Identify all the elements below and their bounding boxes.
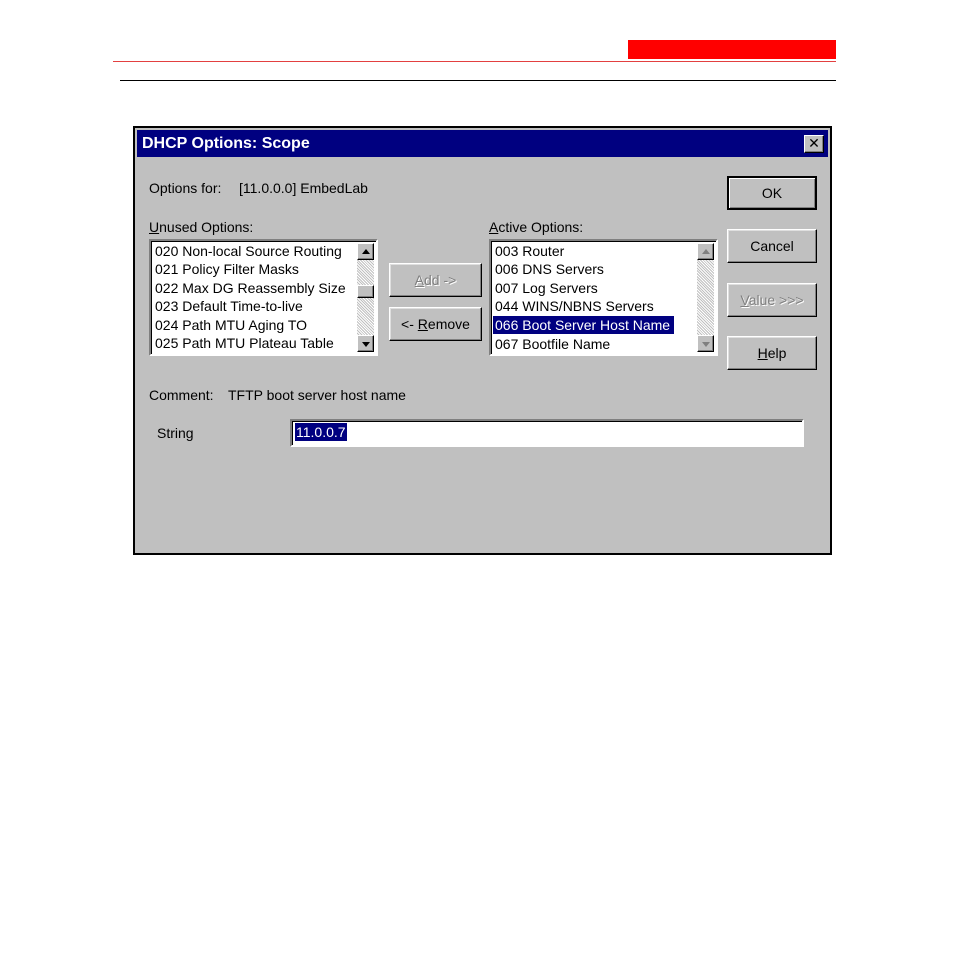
arrow-down-icon	[362, 342, 370, 347]
unused-option-item[interactable]: 023 Default Time-to-live	[155, 298, 303, 315]
close-icon: ✕	[808, 136, 820, 152]
active-scroll-up-button[interactable]	[697, 243, 714, 260]
unused-option-item[interactable]: 020 Non-local Source Routing	[155, 243, 342, 259]
active-options-label: Active Options:	[489, 219, 584, 235]
cancel-button[interactable]: Cancel	[727, 229, 817, 263]
active-option-item[interactable]: 007 Log Servers	[495, 279, 598, 296]
unused-options-list[interactable]	[149, 239, 378, 356]
active-option-item[interactable]: 044 WINS/NBNS Servers	[495, 298, 654, 315]
string-input-value: 11.0.0.7	[296, 424, 346, 440]
unused-option-item[interactable]: 024 Path MTU Aging TO	[155, 316, 308, 333]
comment-label: Comment:	[149, 387, 214, 403]
arrow-up-icon	[702, 249, 710, 254]
close-button[interactable]	[804, 135, 824, 153]
unused-scroll-down-button[interactable]	[357, 335, 374, 352]
header-red-rule	[113, 61, 836, 62]
active-scroll-down-button[interactable]	[697, 335, 714, 352]
ok-button[interactable]: OK	[727, 176, 817, 210]
string-label: String	[157, 425, 194, 441]
options-for-label: Options for:	[149, 180, 222, 196]
comment-value: TFTP boot server host name	[228, 387, 406, 403]
unused-options-label: Unused Options:	[149, 219, 254, 235]
header-red-bar	[628, 40, 836, 59]
unused-option-item[interactable]: 025 Path MTU Plateau Table	[155, 334, 334, 351]
header-black-rule	[120, 80, 836, 81]
dialog-title: DHCP Options: Scope	[142, 135, 310, 152]
active-option-item-selected[interactable]: 066 Boot Server Host Name	[493, 316, 674, 334]
string-input[interactable]	[290, 419, 804, 447]
active-option-item[interactable]: 006 DNS Servers	[495, 261, 604, 278]
unused-option-item[interactable]: 022 Max DG Reassembly Size	[155, 279, 346, 296]
arrow-down-icon	[702, 342, 710, 347]
unused-option-item[interactable]: 021 Policy Filter Masks	[155, 261, 299, 278]
arrow-up-icon	[362, 249, 370, 254]
active-options-list[interactable]	[489, 239, 718, 356]
options-for-value: [11.0.0.0] EmbedLab	[239, 180, 368, 196]
unused-scroll-up-button[interactable]	[357, 243, 374, 260]
unused-scrollbar[interactable]	[357, 243, 374, 352]
remove-button[interactable]: <- Remove	[389, 307, 482, 341]
active-option-item[interactable]: 067 Bootfile Name	[495, 335, 611, 352]
add-button[interactable]: Add ->	[389, 263, 482, 297]
active-option-item[interactable]: 003 Router	[495, 243, 565, 259]
help-button[interactable]: Help	[727, 336, 817, 370]
dhcp-options-dialog	[133, 126, 832, 555]
unused-scroll-thumb[interactable]	[357, 285, 374, 298]
value-button[interactable]: Value >>>	[727, 283, 817, 317]
active-scrollbar[interactable]	[697, 243, 714, 352]
title-bar[interactable]	[137, 130, 828, 157]
